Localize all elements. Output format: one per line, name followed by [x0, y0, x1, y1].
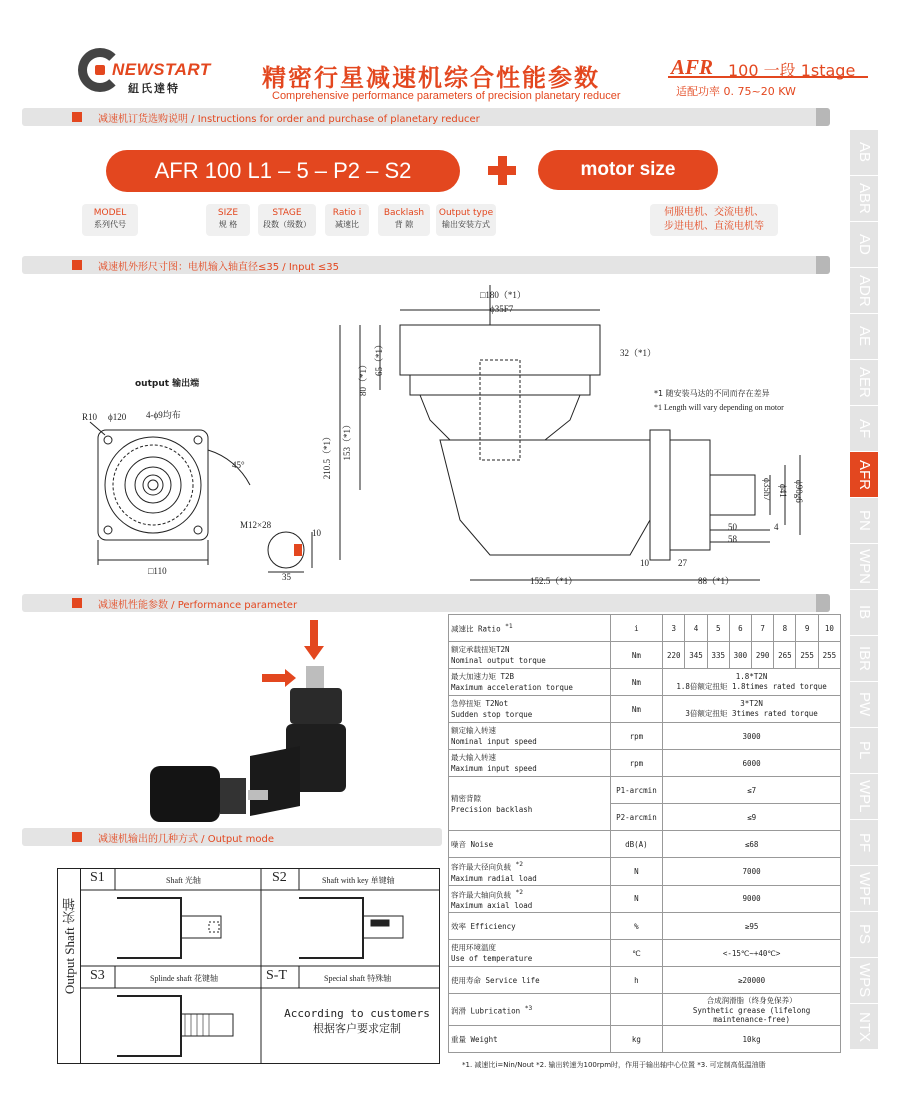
row-value: 3*T2N 3倍额定扭矩 3times rated torque	[663, 696, 841, 723]
torque-value: 290	[752, 642, 774, 669]
tag-cn: 背 隙	[394, 220, 414, 229]
row-nom-speed-label: 额定输入转速 Nominal input speed	[449, 723, 611, 750]
product-photo	[140, 616, 440, 826]
tab-ad[interactable]: AD	[850, 222, 878, 267]
torque-value: 335	[707, 642, 729, 669]
section-endcap	[816, 256, 830, 274]
dim-phi35f7: ϕ35F7	[490, 304, 514, 314]
bullet-square-icon	[72, 260, 82, 270]
row-unit: Nm	[610, 696, 663, 723]
dim-80: 80（*1）	[358, 360, 368, 396]
performance-table	[448, 614, 841, 1053]
custom-note-en: According to customers	[284, 1007, 430, 1020]
tag-motor-types	[650, 204, 778, 236]
bullet-square-icon	[72, 598, 82, 608]
row-unit: %	[610, 913, 663, 940]
row-backlash-label: 精密背隙 Precision backlash	[449, 777, 611, 831]
tab-ps[interactable]: PS	[850, 912, 878, 957]
row-unit: rpm	[610, 750, 663, 777]
row-unit: h	[610, 967, 663, 994]
dim-phi35h7: ϕ35h7	[762, 478, 772, 501]
torque-value: 265	[774, 642, 796, 669]
output-side-label: Output Shaft 实轴	[62, 898, 77, 995]
ratio-value: 7	[752, 615, 774, 642]
tag-stage	[258, 204, 316, 236]
tab-wpn[interactable]: WPN	[850, 544, 878, 589]
torque-value: 300	[729, 642, 751, 669]
row-unit: ℃	[610, 940, 663, 967]
section-title-dims: 减速机外形尺寸图：电机输入轴直径≤35 / Input ≤35	[98, 262, 340, 273]
row-stop-label: 急停扭矩 T2Not Sudden stop torque	[449, 696, 611, 723]
logo-text: NEWSTART	[112, 60, 211, 79]
ratio-value: 3	[663, 615, 685, 642]
tab-wpl[interactable]: WPL	[850, 774, 878, 819]
ratio-value: 5	[707, 615, 729, 642]
model-stage: 100 一段 1stage	[728, 61, 856, 80]
dim-10: 10	[312, 528, 321, 538]
row-unit: kg	[610, 1026, 663, 1053]
dim-152: 152.5（*1）	[530, 576, 578, 586]
tab-wps[interactable]: WPS	[850, 958, 878, 1003]
table-footnote: *1. 减速比i=Nin/Nout *2. 输出转速为100rpm时，作用于输出轴中心位置 *3. 可定制高低温油脂	[462, 1061, 766, 1069]
row-radial-label: 容许最大径向负载 $^{*2}$ Maximum radial load	[449, 858, 611, 886]
mode-s3-desc: Splinde shaft 花键轴	[150, 974, 218, 983]
tag-en: Backlash	[383, 208, 425, 218]
ratio-value: 6	[729, 615, 751, 642]
tab-pl[interactable]: PL	[850, 728, 878, 773]
tab-ib[interactable]: IB	[850, 590, 878, 635]
tag-backlash	[378, 204, 430, 236]
dim-153: 153（*1）	[342, 420, 352, 461]
dim-r10: R10	[82, 412, 98, 422]
dim-phi41: ϕ41	[778, 484, 788, 498]
tab-abr[interactable]: ABR	[850, 176, 878, 221]
dim-phi120: ϕ120	[108, 412, 127, 422]
dim-88: 88（*1）	[698, 576, 735, 586]
tag-cn: 输出安装方式	[442, 220, 490, 229]
tag-model	[82, 204, 138, 236]
dim-4: 4	[774, 522, 779, 532]
row-unit: N	[610, 885, 663, 913]
row-value: 1.8*T2N 1.8倍额定扭矩 1.8times rated torque	[663, 669, 841, 696]
mode-st-desc: Special shaft 特殊轴	[324, 974, 392, 983]
order-code-pill: AFR 100 L1 – 5 – P2 – S2	[106, 150, 460, 192]
ratio-value: 8	[774, 615, 796, 642]
dim-10b: 10	[640, 558, 649, 568]
row-unit: Nm	[610, 642, 663, 669]
tag-size	[206, 204, 250, 236]
tab-pf[interactable]: PF	[850, 820, 878, 865]
tab-wpf[interactable]: WPF	[850, 866, 878, 911]
plus-icon-vertical	[498, 156, 507, 185]
row-axial-label: 容许最大轴向负载 $^{*2}$ Maximum axial load	[449, 885, 611, 913]
dim-sq110: □110	[148, 566, 167, 576]
row-lub-label: 润滑 Lubrication $^{*3}$	[449, 994, 611, 1026]
section-title-order: 减速机订货选购说明 / Instructions for order and purchase of planetary reducer	[98, 114, 480, 125]
output-side-column	[57, 868, 81, 1064]
row-noise-label: 噪音 Noise	[449, 831, 611, 858]
row-value: 6000	[663, 750, 841, 777]
page-subtitle: Comprehensive performance parameters of precision planetary reducer	[272, 90, 621, 102]
tag-en: Output type	[438, 208, 494, 218]
row-unit: dB(A)	[610, 831, 663, 858]
note-1-cn: *1 随安装马达的不同而存在差异	[654, 389, 770, 398]
section-bar-output	[22, 828, 442, 846]
mode-s3: S3	[90, 968, 105, 983]
tag-output-type	[436, 204, 496, 236]
torque-value: 255	[818, 642, 840, 669]
mode-s1: S1	[90, 870, 105, 885]
row-ratio-unit: i	[610, 615, 663, 642]
side-view-drawing	[330, 280, 830, 590]
tab-pn[interactable]: PN	[850, 498, 878, 543]
dim-27: 27	[678, 558, 687, 568]
dim-phi90: ϕ90g6	[794, 480, 804, 503]
output-end-label: output 输出端	[135, 379, 200, 389]
row-value: ≤9	[663, 804, 841, 831]
tab-afr[interactable]: AFR	[850, 452, 878, 497]
row-max-speed-label: 最大输入转速 Maximum input speed	[449, 750, 611, 777]
row-unit: N	[610, 858, 663, 886]
row-unit	[610, 994, 663, 1026]
tag-cn: 系列代号	[94, 220, 126, 229]
row-max-acc-label: 最大加速力矩 T2B Maximum acceleration torque	[449, 669, 611, 696]
section-bar-order	[22, 108, 830, 126]
row-weight-label: 重量 Weight	[449, 1026, 611, 1053]
tab-ntx[interactable]: NTX	[850, 1004, 878, 1049]
motor-size-pill: motor size	[538, 150, 718, 190]
row-value: 7000	[663, 858, 841, 886]
ratio-value: 4	[685, 615, 707, 642]
tag-en: STAGE	[272, 208, 302, 218]
torque-value: 345	[685, 642, 707, 669]
tab-adr[interactable]: ADR	[850, 268, 878, 313]
tag-cn: 段数（级数）	[263, 220, 311, 229]
tag-en: Ratio i	[332, 208, 362, 218]
bullet-square-icon	[72, 112, 82, 122]
custom-note-cn: 根据客户要求定制	[313, 1022, 401, 1035]
row-value: 9000	[663, 885, 841, 913]
dim-32: 32（*1）	[620, 348, 657, 358]
tab-ae[interactable]: AE	[850, 314, 878, 359]
section-title-output: 减速机输出的几种方式 / Output mode	[98, 834, 275, 845]
tag-en: SIZE	[217, 208, 239, 218]
tab-aer[interactable]: AER	[850, 360, 878, 405]
tab-af[interactable]: AF	[850, 406, 878, 451]
mode-s2: S2	[272, 870, 287, 885]
dim-65: 65（*1）	[374, 340, 384, 376]
row-eff-label: 效率 Efficiency	[449, 913, 611, 940]
dim-50: 50	[728, 522, 737, 532]
row-value: <-15℃~+40℃>	[663, 940, 841, 967]
dim-m12: M12×28	[240, 520, 272, 530]
row-value: ≤68	[663, 831, 841, 858]
dim-210: 210.5（*1）	[322, 432, 332, 480]
tag-cn: 减速比	[335, 220, 359, 229]
section-bar-perf	[22, 594, 830, 612]
row-ratio-label: 减速比 Ratio $^{*1}$	[449, 615, 611, 642]
dim-45deg: 45°	[232, 460, 245, 470]
row-unit: rpm	[610, 723, 663, 750]
row-value: 3000	[663, 723, 841, 750]
model-prefix: AFR	[671, 55, 714, 79]
motor-tag-line1: 伺服电机、交流电机、	[664, 207, 764, 218]
dim-sq180: □180（*1）	[480, 290, 526, 300]
logo-cn: 紐氏達特	[128, 82, 180, 95]
row-life-label: 使用寿命 Service life	[449, 967, 611, 994]
section-endcap	[816, 108, 830, 126]
torque-value: 220	[663, 642, 685, 669]
ratio-value: 10	[818, 615, 840, 642]
row-unit: P2-arcmin	[610, 804, 663, 831]
row-temp-label: 使用环境温度 Use of temperature	[449, 940, 611, 967]
row-rated-torque-label: 额定承载扭矩T2N Nominal output torque	[449, 642, 611, 669]
row-value: ≤7	[663, 777, 841, 804]
row-unit: P1-arcmin	[610, 777, 663, 804]
section-title-perf: 减速机性能参数 / Performance parameter	[98, 600, 298, 611]
tag-cn: 规 格	[218, 220, 238, 229]
motor-tag-line2: 步进电机、直流电机等	[664, 221, 764, 232]
tab-pw[interactable]: PW	[850, 682, 878, 727]
row-value: 10kg	[663, 1026, 841, 1053]
section-bar-dims	[22, 256, 830, 274]
row-value: 合成润滑脂（终身免保养） Synthetic grease (lifelong maintenance-free)	[663, 994, 841, 1026]
row-value: ≥20000	[663, 967, 841, 994]
tag-ratio	[325, 204, 369, 236]
mode-s2-desc: Shaft with key 单键轴	[322, 876, 395, 885]
tab-ibr[interactable]: IBR	[850, 636, 878, 681]
page-title: 精密行星减速机综合性能参数	[262, 64, 600, 92]
dim-35: 35	[282, 572, 291, 582]
custom-note	[272, 1006, 442, 1036]
note-1-en: *1 Length will vary depending on motor	[654, 403, 784, 412]
section-endcap	[816, 594, 830, 612]
row-unit: Nm	[610, 669, 663, 696]
dim-holes: 4-ϕ9均布	[146, 410, 181, 420]
dim-58: 58	[728, 534, 737, 544]
row-value: ≥95	[663, 913, 841, 940]
ratio-value: 9	[796, 615, 818, 642]
torque-value: 255	[796, 642, 818, 669]
series-tabs	[850, 130, 878, 1050]
mode-st: S-T	[266, 968, 287, 983]
tab-ab[interactable]: AB	[850, 130, 878, 175]
mode-s1-desc: Shaft 光轴	[166, 876, 201, 885]
tag-en: MODEL	[93, 208, 127, 218]
power-range: 适配功率 0. 75~20 KW	[676, 85, 796, 98]
bullet-square-icon	[72, 832, 82, 842]
